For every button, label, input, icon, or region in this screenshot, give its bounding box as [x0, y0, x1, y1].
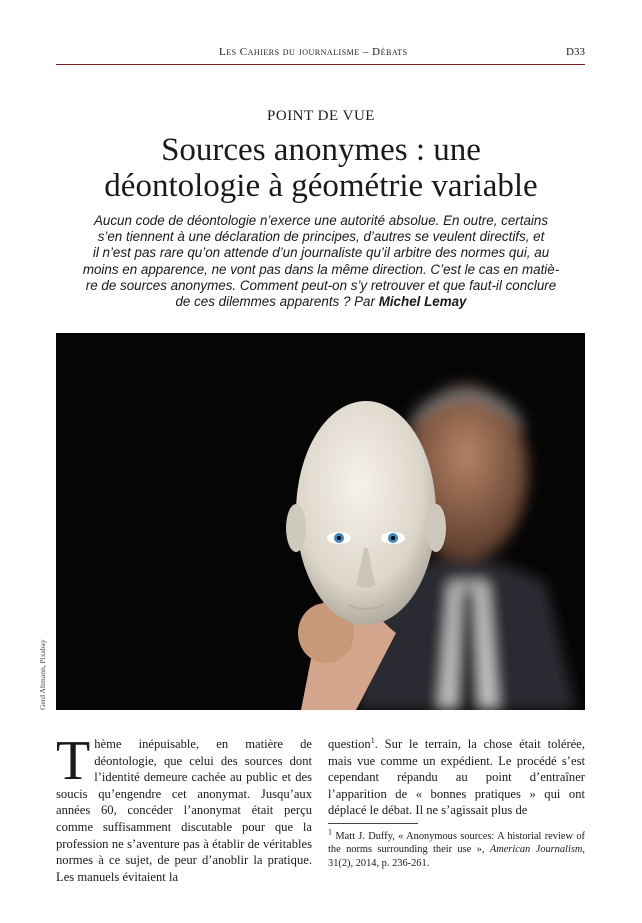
mask-man-illustration	[56, 333, 585, 710]
author-name: Michel Lemay	[378, 294, 467, 310]
footnote-details: , 31(2), 2014, p. 236-261.	[328, 844, 585, 869]
body-text-start: question	[328, 737, 371, 751]
title-line-2: déontologie à géométrie variable	[104, 168, 538, 204]
lede-line: moins en apparence, ne vont pas dans la même direction. C’est le cas en matiè-	[82, 261, 560, 277]
header-rule	[56, 64, 585, 65]
lede-line: s’en tiennent à une déclaration de principes, d’autres se veulent directifs, et	[97, 229, 545, 245]
lede-line: Aucun code de déontologie n’exerce une autorité absolue. En outre, certains	[93, 213, 549, 228]
journal-title: Les Cahiers du journalisme – Débats	[219, 46, 408, 58]
running-header	[56, 44, 585, 66]
body-text: . Sur le terrain, la chose était tolérée, mais vue comme un expédient. Le procédé s’est cependant répandu au point d’entraîner l’apparition de « bonnes pratiques » qui ont déplacé le débat. Il ne s’agissait plus de	[328, 737, 585, 818]
body-column-1	[56, 730, 312, 885]
body-text: hème inépuisable, en matière de déontologie, que celui des sources dont l’identité demeure cachée au public et des soucis qu’engendre cet anonymat. Jusqu’aux années 60, concéder l’anonymat était perçu comme suffisamment discutable pour que la profession ne s’aventure pas à établir de véritables normes à ce sujet, de peur d’anoblir la pratique. Les manuels évitaient la	[56, 737, 312, 884]
article-title	[40, 132, 602, 204]
drop-cap: T	[56, 730, 91, 792]
title-line-1: Sources anonymes : une	[161, 132, 481, 168]
photo-credit: Gerd Altmann, Pixabay	[38, 639, 47, 710]
footnote-ref: 1	[370, 735, 375, 745]
footnote-text: Matt J. Duffy, « Anonymous sources: A historial review of the norms surrounding their use »,	[328, 831, 585, 856]
article-photo	[56, 333, 585, 710]
footnote-marker: 1	[328, 827, 332, 837]
lede-line: re de sources anonymes. Comment peut-on s’y retrouver et que faut-il conclure	[85, 277, 557, 293]
lede	[60, 213, 582, 310]
footnote	[328, 827, 585, 870]
lede-line: il n’est pas rare qu’on attende d’un journaliste qu’il arbitre des normes qui, au	[92, 245, 550, 261]
body-column-2	[328, 736, 585, 819]
page-number: D33	[566, 46, 585, 58]
footnote-publication: American Journalism	[489, 844, 583, 856]
kicker: POINT DE VUE	[267, 108, 375, 124]
footnote-rule	[328, 823, 418, 824]
lede-line: de ces dilemmes apparents ? Par	[175, 294, 379, 310]
